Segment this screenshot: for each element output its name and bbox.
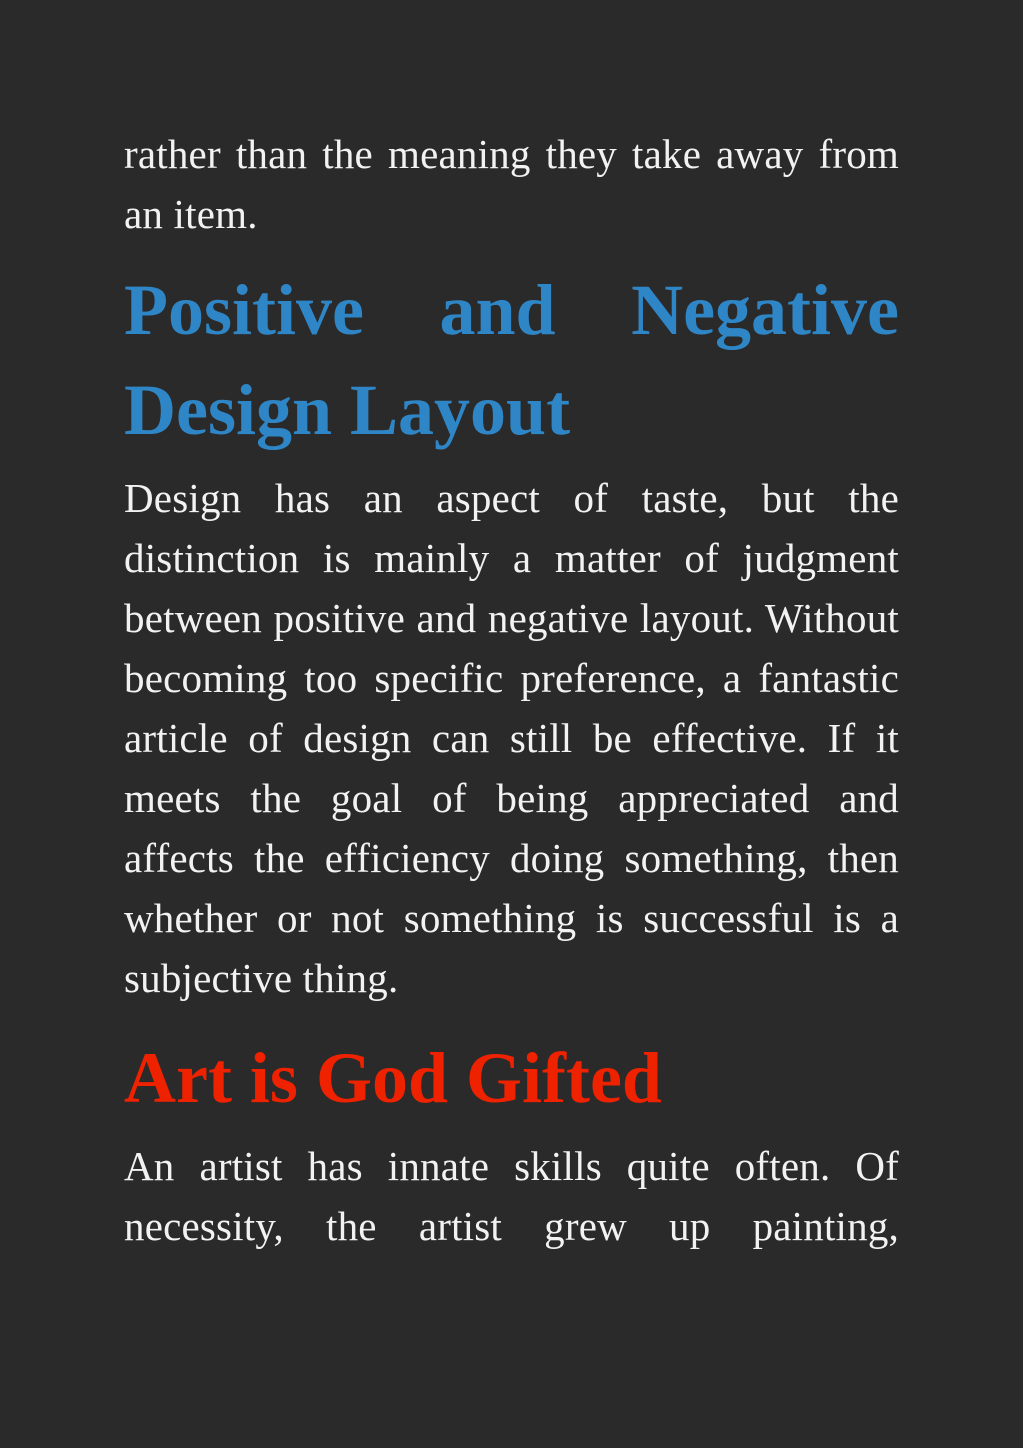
section-body-positive-negative: Design has an aspect of taste, but the distinction is mainly a matter of judgment between positive and negative layout. Without becoming too specific preference, a fantastic article of design can still be effective. If it meets the goal of being appreciated and affects the efficiency doing something, then whether or not something is successful is a subjective thing. <box>124 475 899 1001</box>
section-heading-positive-negative: Positive and Negative Design Layout <box>124 270 899 450</box>
section-heading-art-god-gifted: Art is God Gifted <box>124 1038 662 1118</box>
section-body-art-god-gifted: An artist has innate skills quite often. Of necessity, the artist grew up painting, <box>124 1143 899 1249</box>
intro-paragraph: rather than the meaning they take away from an item. <box>124 131 899 237</box>
document-page <box>124 124 899 1256</box>
